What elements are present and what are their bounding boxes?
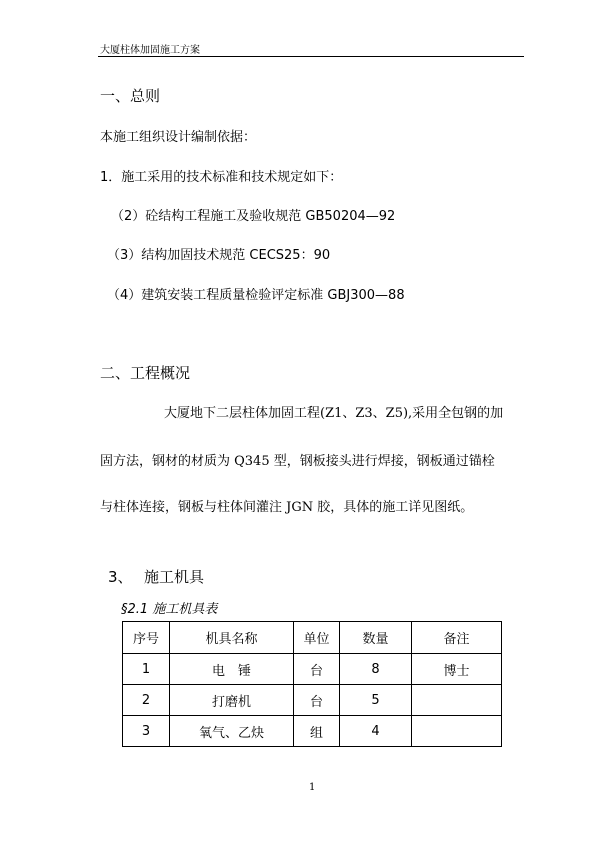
table-cell: 3 (123, 716, 170, 747)
section-2-line: 大厦地下二层柱体加固工程(Z1、Z3、Z5),采用全包钢的加 (164, 406, 504, 421)
table-caption-text: 施工机具表 (152, 602, 218, 617)
section-1-heading: 一、总则 (100, 87, 161, 105)
table-cell: 博士 (412, 654, 502, 685)
table-row (123, 685, 502, 716)
table-cell: 1 (123, 654, 170, 685)
table-cell: 台 (294, 685, 340, 716)
table-header-cell: 序号 (123, 622, 170, 654)
table-cell: 5 (340, 685, 412, 716)
table-caption-number: §2.1 (121, 602, 149, 617)
page-number: 1 (309, 782, 316, 793)
section-2-line: 固方法，钢材的材质为 Q345 型，钢板接头进行焊接，钢板通过锚栓 (100, 454, 495, 469)
table-header-cell: 备注 (412, 622, 502, 654)
section-3-heading-number: 3、 (108, 568, 133, 586)
table-cell: 2 (123, 685, 170, 716)
standard-item: （4）建筑安装工程质量检验评定标准 GBJ300—88 (107, 288, 405, 303)
header-rule (98, 56, 524, 57)
table-header-cell: 数量 (340, 622, 412, 654)
table-row (123, 654, 502, 685)
tools-table (122, 621, 502, 747)
table-cell: 打磨机 (170, 685, 294, 716)
table-cell: 4 (340, 716, 412, 747)
section-3-heading-text: 施工机具 (144, 568, 205, 586)
section-2-heading: 二、工程概况 (100, 364, 191, 382)
table-cell (412, 685, 502, 716)
table-cell: 电 锤 (170, 654, 294, 685)
table-cell: 8 (340, 654, 412, 685)
table-header-cell: 单位 (294, 622, 340, 654)
section-1-intro: 本施工组织设计编制依据： (100, 130, 257, 145)
page-header-title: 大厦柱体加固施工方案 (100, 45, 200, 56)
table-row (123, 716, 502, 747)
section-1-item-1: 1．施工采用的技术标准和技术规定如下： (100, 170, 343, 185)
table-cell: 台 (294, 654, 340, 685)
standard-item: （3）结构加固技术规范 CECS25：90 (107, 248, 331, 263)
table-header-cell: 机具名称 (170, 622, 294, 654)
table-cell: 组 (294, 716, 340, 747)
standard-item: （2）砼结构工程施工及验收规范 GB50204—92 (111, 209, 396, 224)
table-header-row (123, 622, 502, 654)
table-cell (412, 716, 502, 747)
section-2-line: 与柱体连接，钢板与柱体间灌注 JGN 胶，具体的施工详见图纸。 (100, 500, 474, 515)
table-cell: 氧气、乙炔 (170, 716, 294, 747)
table-caption (121, 598, 217, 617)
